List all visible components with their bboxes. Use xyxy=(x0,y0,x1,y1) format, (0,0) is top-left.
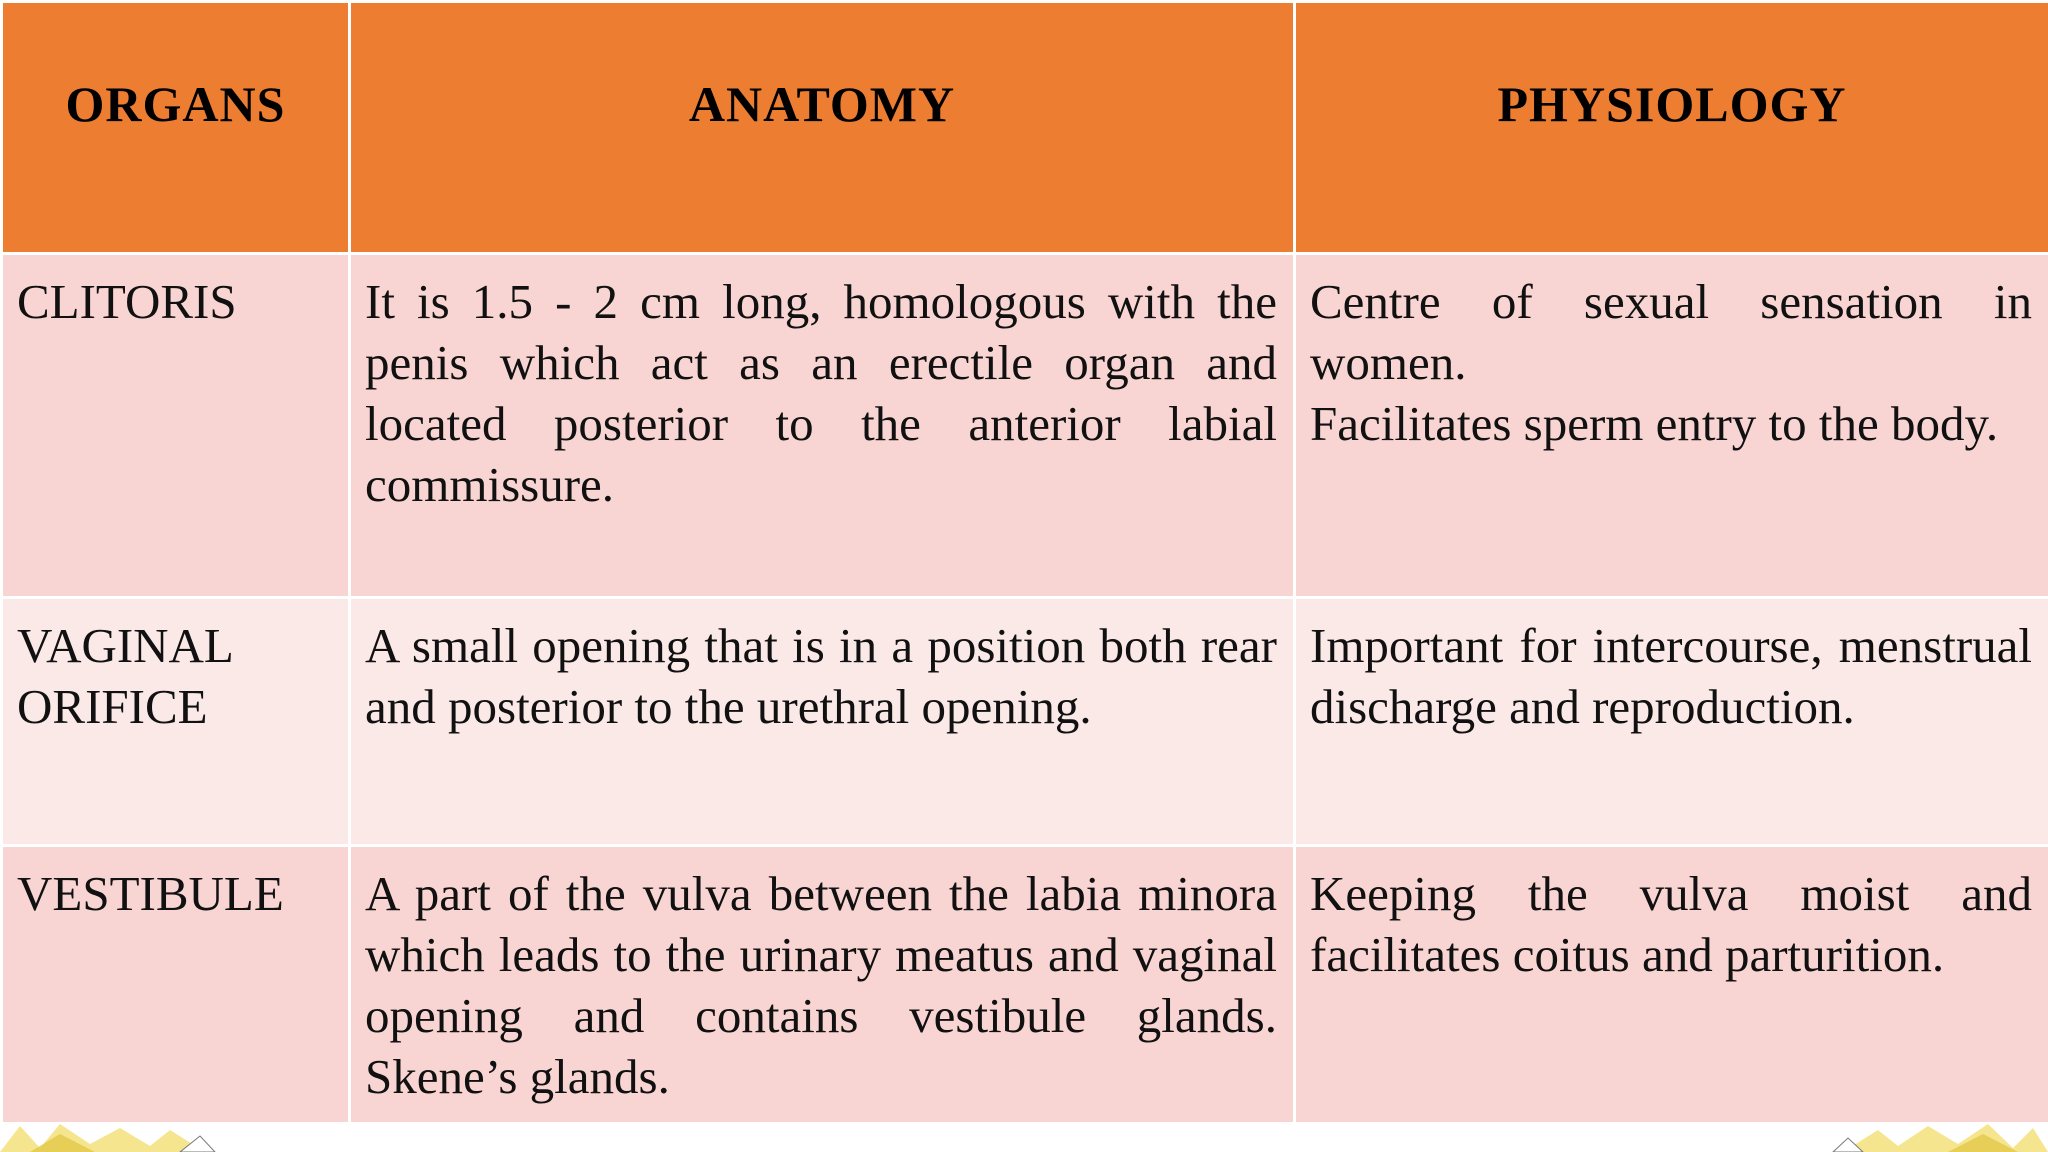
physiology-cell xyxy=(1295,254,2048,598)
table-row xyxy=(2,846,2048,1124)
flower-decoration-icon xyxy=(1828,1118,2048,1152)
table-row xyxy=(2,254,2048,598)
organ-cell: CLITORIS xyxy=(2,254,350,598)
physiology-text: Centre of sexual sensation in women. xyxy=(1310,274,2032,390)
anatomy-cell: A part of the vulva between the labia minora which leads to the urinary meatus and vaginal opening and contains vestibule glands. Skene’s glands. xyxy=(350,846,1295,1124)
physiology-text: Facilitates sperm entry to the body. xyxy=(1310,396,1999,451)
organ-text: VAGINAL xyxy=(17,618,234,673)
header-anatomy: ANATOMY xyxy=(350,2,1295,254)
table-row xyxy=(2,598,2048,846)
organ-cell xyxy=(2,598,350,846)
header-physiology: PHYSIOLOGY xyxy=(1295,2,2048,254)
header-organs: ORGANS xyxy=(2,2,350,254)
anatomy-cell: It is 1.5 - 2 cm long, homologous with the penis which act as an erectile organ and located posterior to the anterior labial commissure. xyxy=(350,254,1295,598)
organ-cell: VESTIBULE xyxy=(2,846,350,1124)
physiology-cell: Keeping the vulva moist and facilitates coitus and parturition. xyxy=(1295,846,2048,1124)
flower-decoration-icon xyxy=(0,1118,220,1152)
physiology-cell: Important for intercourse, menstrual discharge and reproduction. xyxy=(1295,598,2048,846)
header-row xyxy=(2,2,2048,254)
organ-text: ORIFICE xyxy=(17,679,208,734)
anatomy-cell: A small opening that is in a position both rear and posterior to the urethral opening. xyxy=(350,598,1295,846)
